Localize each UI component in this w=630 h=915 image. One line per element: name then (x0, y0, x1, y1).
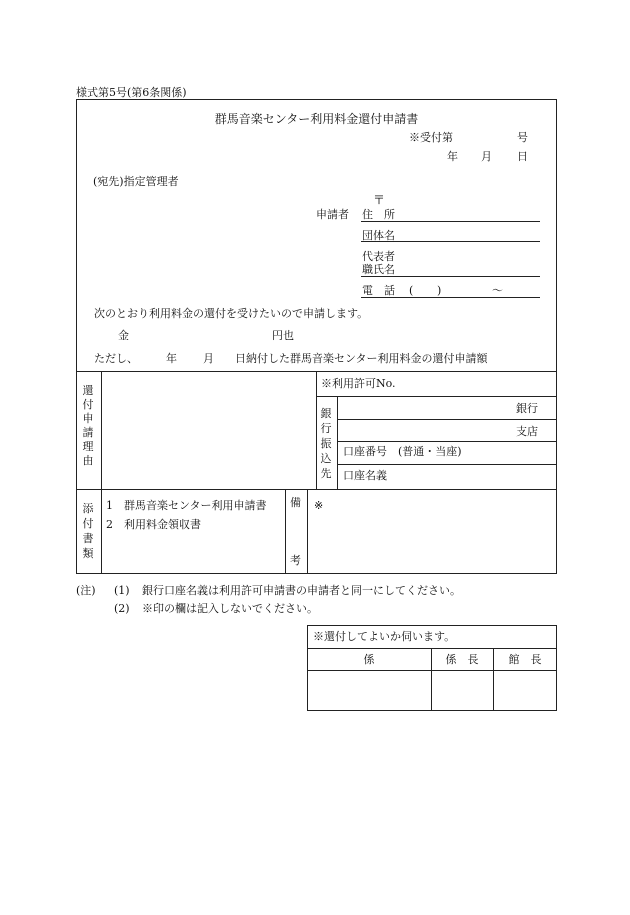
approval-header: ※還付してよいか伺います。 (313, 630, 456, 643)
phone-paren-open: ( (409, 284, 414, 297)
account-number-row-line (337, 464, 557, 465)
account-name-label: 口座名義 (343, 469, 387, 482)
account-number-label: 口座番号 (普通・当座) (343, 445, 462, 458)
phone-label: 電 話 (362, 284, 395, 297)
form-title: 群馬音楽センター利用料金還付申請書 (214, 112, 419, 126)
proviso-prefix: ただし、 (94, 352, 138, 365)
attachments-label: 添 付 書 類 (82, 502, 94, 560)
remarks-label-top: 備 (290, 496, 301, 509)
bank-transfer-label: 銀 行 振 込 先 (320, 407, 332, 480)
proviso-year: 年 (166, 352, 177, 365)
note-2-text: ※印の欄は記入しないでください。 (142, 602, 318, 615)
remarks-left-divider (285, 489, 286, 574)
date-month: 月 (481, 150, 492, 163)
phone-paren-close: ) (437, 284, 442, 297)
reason-bank-divider (316, 371, 317, 489)
group-name-line[interactable] (361, 241, 540, 242)
bank-label: 銀行 (516, 402, 538, 415)
approval-stamp-staff[interactable] (308, 671, 430, 710)
attachment-2-text: 利用料金領収書 (124, 518, 201, 531)
proviso-month: 月 (203, 352, 214, 365)
branch-row-line (337, 441, 557, 442)
bank-row-line (337, 419, 557, 420)
representative-label: 代表者 (362, 250, 395, 263)
attachments-label-divider (101, 489, 102, 574)
approval-col-staff: 係 (363, 653, 375, 666)
attachment-1-text: 群馬音楽センター利用申請書 (124, 499, 267, 512)
note-1-number: (1) (114, 584, 130, 597)
form-label: 様式第5号(第6条関係) (76, 86, 187, 99)
address-line[interactable] (361, 221, 540, 222)
statement: 次のとおり利用料金の還付を受けたいので申請します。 (94, 307, 369, 320)
postal-mark: 〒 (373, 193, 386, 207)
approval-stamp-chief[interactable] (432, 671, 492, 710)
approval-stamp-director[interactable] (494, 671, 556, 710)
note-1-text: 銀行口座名義は利用許可申請書の申請者と同一にしてください。 (142, 584, 461, 597)
receipt-number-suffix: 号 (517, 131, 528, 144)
remarks-mark: ※ (314, 499, 324, 512)
phone-tilde: 〜 (492, 284, 503, 297)
representative-line[interactable] (361, 276, 540, 277)
permit-row-line (316, 396, 557, 397)
phone-line[interactable] (361, 297, 540, 298)
approval-header-line (307, 648, 557, 649)
proviso-rest: 日納付した群馬音楽センター利用料金の還付申請額 (235, 352, 488, 365)
group-name-label: 団体名 (362, 229, 395, 242)
approval-col-director: 館 長 (508, 653, 542, 666)
remarks-label-bottom: 考 (290, 554, 301, 567)
notes-label: (注) (76, 584, 96, 597)
applicant-label: 申請者 (316, 208, 349, 221)
note-2-number: (2) (114, 602, 130, 615)
remarks-input-area[interactable] (308, 490, 556, 573)
amount-suffix: 円也 (272, 329, 294, 342)
permit-number-label: ※利用許可No. (321, 377, 396, 390)
attachment-2-number: 2 (106, 518, 113, 531)
amount-prefix: 金 (118, 329, 129, 342)
date-day: 日 (517, 150, 528, 163)
receipt-number-prefix: ※受付第 (409, 131, 453, 144)
reason-label: 還 付 申 請 理 由 (82, 384, 94, 467)
address-label: 住 所 (362, 208, 395, 221)
branch-label: 支店 (516, 425, 538, 438)
position-name-label: 職氏名 (362, 263, 395, 276)
attachment-1-number: 1 (106, 499, 113, 512)
bank-label-divider (337, 396, 338, 489)
date-year: 年 (447, 150, 458, 163)
approval-col-chief: 係 長 (445, 653, 479, 666)
reason-input-area[interactable] (102, 372, 315, 488)
addressee: (宛先)指定管理者 (93, 175, 179, 188)
